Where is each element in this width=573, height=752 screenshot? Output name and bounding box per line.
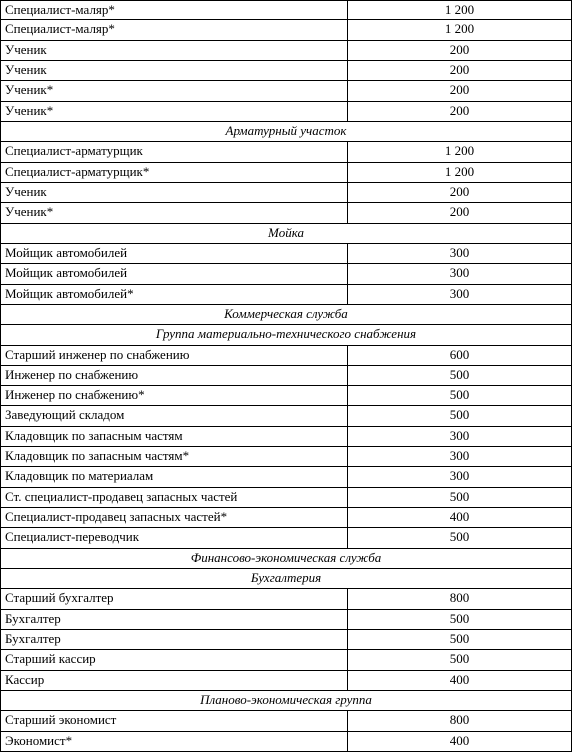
section-header-row [0, 325, 572, 346]
position-name: Старший кассир [1, 650, 348, 670]
table-row [0, 366, 572, 386]
table-row [0, 447, 572, 467]
table-row [0, 264, 572, 285]
position-name: Инженер по снабжению [1, 366, 348, 385]
position-name: Мойщик автомобилей [1, 264, 348, 284]
position-value: 1 200 [444, 164, 475, 179]
position-name: Ученик* [1, 203, 348, 223]
position-value: 200 [449, 82, 470, 97]
position-value: 200 [449, 184, 470, 199]
position-value: 800 [449, 590, 470, 605]
position-name: Мойщик автомобилей [1, 244, 348, 263]
table-row [0, 630, 572, 650]
position-value: 1 200 [444, 2, 475, 17]
table-row [0, 183, 572, 203]
table-row [0, 61, 572, 81]
position-value: 500 [449, 529, 470, 544]
position-name: Мойщик автомобилей* [1, 285, 348, 304]
position-name: Экономист* [1, 732, 348, 751]
position-value: 200 [449, 204, 470, 219]
position-value: 400 [449, 509, 470, 524]
section-header-row [0, 691, 572, 711]
table-row [0, 711, 572, 732]
table-row [0, 406, 572, 427]
position-value: 200 [449, 42, 470, 57]
position-value: 300 [449, 428, 470, 443]
position-name: Старший экономист [1, 711, 348, 731]
position-name: Кассир [1, 671, 348, 690]
section-header: Планово-экономическая группа [200, 692, 372, 707]
position-name: Кладовщик по запасным частям [1, 427, 348, 446]
position-name: Ст. специалист-продавец запасных частей [1, 488, 348, 507]
table-row [0, 589, 572, 610]
position-value: 300 [449, 448, 470, 463]
table-row [0, 142, 572, 163]
position-name: Старший бухгалтер [1, 589, 348, 609]
position-value: 200 [449, 62, 470, 77]
table-row [0, 0, 572, 20]
table-row [0, 508, 572, 528]
position-name: Кладовщик по запасным частям* [1, 447, 348, 466]
position-value: 500 [449, 631, 470, 646]
section-header-row [0, 305, 572, 325]
table-row [0, 203, 572, 224]
position-value: 500 [449, 387, 470, 402]
position-name: Кладовщик по материалам [1, 467, 348, 487]
table-row [0, 244, 572, 264]
table-row [0, 285, 572, 305]
table-row [0, 650, 572, 671]
position-value: 800 [449, 712, 470, 727]
position-name: Ученик [1, 41, 348, 60]
table-row [0, 20, 572, 41]
position-value: 500 [449, 367, 470, 382]
position-value: 200 [449, 103, 470, 118]
position-value: 400 [449, 733, 470, 748]
section-header: Коммерческая служба [224, 306, 348, 321]
position-name: Специалист-переводчик [1, 528, 348, 548]
position-value: 400 [449, 672, 470, 687]
position-value: 300 [449, 468, 470, 483]
position-value: 300 [449, 265, 470, 280]
position-name: Бухгалтер [1, 630, 348, 649]
table-row [0, 610, 572, 630]
position-value: 600 [449, 347, 470, 362]
position-name: Ученик* [1, 81, 348, 101]
position-value: 300 [449, 245, 470, 260]
position-name: Специалист-маляр* [1, 20, 348, 40]
table-row [0, 467, 572, 488]
position-value: 1 200 [444, 21, 475, 36]
position-name: Ученик [1, 61, 348, 80]
position-value: 500 [449, 407, 470, 422]
table-row [0, 81, 572, 102]
section-header: Группа материально-технического снабжения [155, 326, 417, 341]
position-name: Специалист-арматурщик [1, 142, 348, 162]
position-name: Ученик* [1, 102, 348, 121]
position-value: 500 [449, 489, 470, 504]
section-header-row [0, 549, 572, 569]
table-row [0, 488, 572, 508]
position-value: 500 [449, 611, 470, 626]
position-name: Ученик [1, 183, 348, 202]
table-row [0, 102, 572, 122]
position-name: Бухгалтер [1, 610, 348, 629]
position-name: Специалист-арматурщик* [1, 163, 348, 182]
position-name: Инженер по снабжению* [1, 386, 348, 405]
section-header-row [0, 224, 572, 244]
table-row [0, 41, 572, 61]
section-header-row [0, 569, 572, 589]
table-row [0, 163, 572, 183]
section-header: Финансово-экономическая служба [190, 550, 382, 565]
table-row [0, 427, 572, 447]
table-row [0, 671, 572, 691]
position-name: Заведующий складом [1, 406, 348, 426]
position-name: Специалист-маляр* [1, 1, 348, 19]
table-row [0, 528, 572, 549]
section-header: Арматурный участок [225, 123, 347, 138]
table-row [0, 346, 572, 366]
section-header: Бухгалтерия [250, 570, 322, 585]
position-value: 1 200 [444, 143, 475, 158]
position-value: 300 [449, 286, 470, 301]
position-name: Старший инженер по снабжению [1, 346, 348, 365]
position-value: 500 [449, 651, 470, 666]
section-header: Мойка [268, 225, 304, 240]
section-header-row [0, 122, 572, 142]
table-row [0, 732, 572, 752]
table-row [0, 386, 572, 406]
position-name: Специалист-продавец запасных частей* [1, 508, 348, 527]
